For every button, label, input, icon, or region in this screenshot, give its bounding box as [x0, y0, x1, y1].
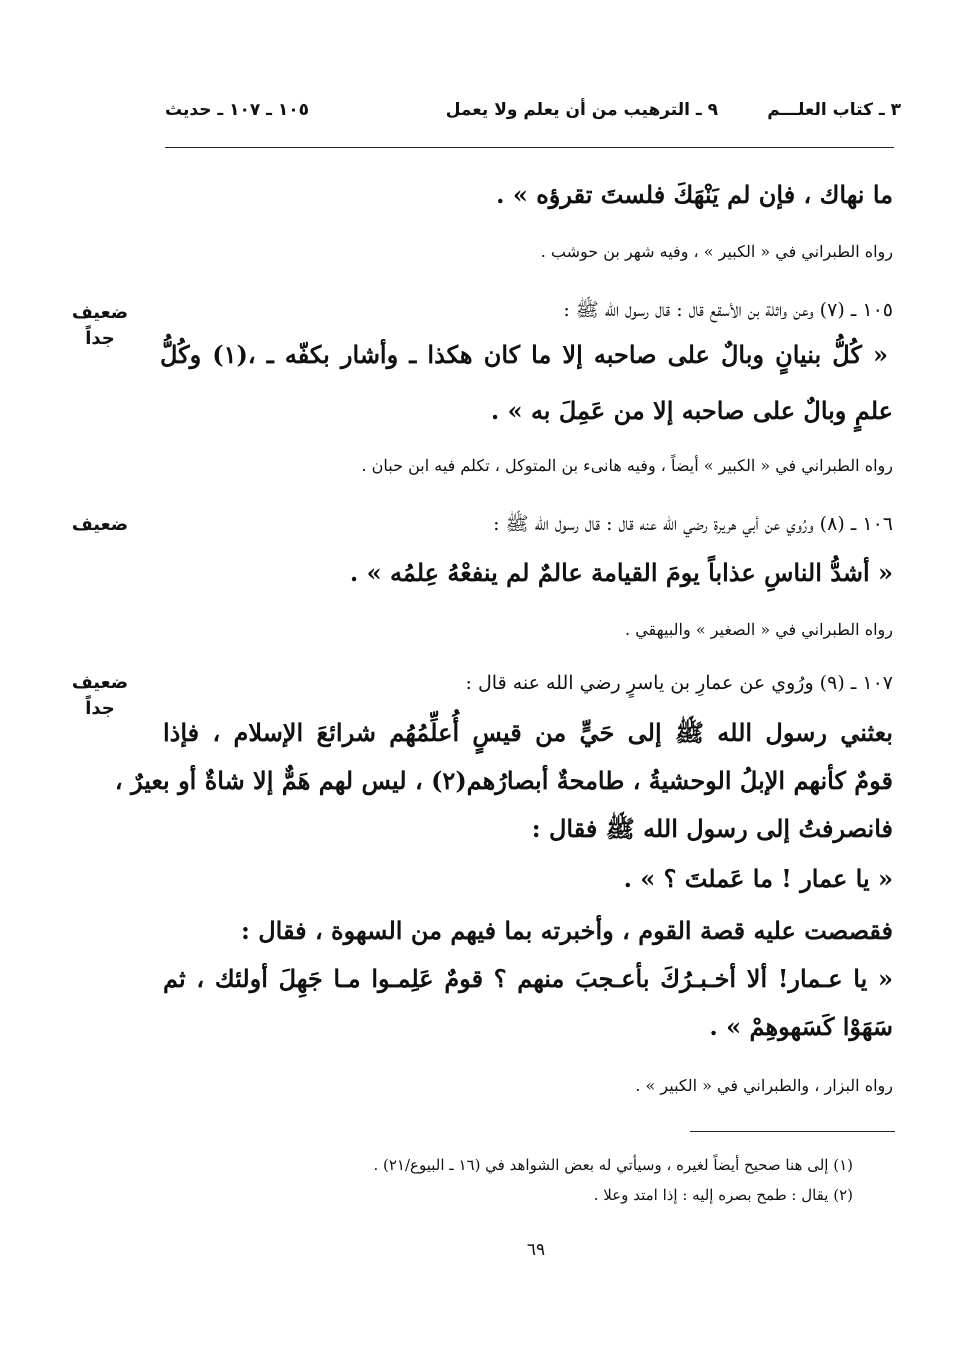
text-line: فانصرفتُ إلى رسول الله ﷺ فقال : — [531, 814, 893, 843]
hadith-105-heading: ١٠٥ ـ (٧) وعن واثلة بن الأسقع قال : قال رسول الله ﷺ : — [563, 299, 893, 321]
grade-note-107: ضعيف جداً — [71, 672, 129, 719]
header-divider — [165, 147, 894, 148]
text-line: « كُلُّ بنيانٍ وبالٌ على صاحبه إلا ما كان هكذا ـ وأشار بكفّه ـ ،(١) وكُلُّ — [160, 340, 889, 369]
hadith-107-heading: ١٠٧ ـ (٩) ورُوي عن عمارِ بن ياسرٍ رضي الله عنه قال : — [465, 672, 893, 694]
source-note: رواه الطبراني في « الكبير » ، وفيه شهر بن حوشب . — [540, 242, 893, 261]
footnote: (١) إلى هنا صحيح أيضاً لغيره ، وسيأتي له بعض الشواهد في (١٦ ـ البيوع/٢١) . — [373, 1156, 853, 1174]
header-chapter: ٣ ـ كتاب العلـــم — [767, 100, 901, 120]
source-note: رواه الطبراني في « الصغير » والبيهقي . — [625, 620, 893, 639]
header-section: ٩ ـ الترهيب من أن يعلم ولا يعمل — [445, 100, 718, 120]
hadith-106-heading: ١٠٦ ـ (٨) ورُوي عن أبي هريرة رضي الله عنه قال : قال رسول الله ﷺ : — [493, 513, 893, 535]
text-line: علمٍ وبالٌ على صاحبه إلا من عَمِلَ به » . — [490, 396, 893, 425]
header-hadith-range: ١٠٥ ـ ١٠٧ ـ حديث — [165, 100, 310, 120]
grade-note-106: ضعيف — [71, 514, 129, 535]
text-line: « أشدُّ الناسِ عذاباً يومَ القيامة عالمٌ لم ينفعْهُ عِلمُه » . — [349, 558, 893, 587]
text-line: ما نهاك ، فإن لم يَنْهَكَ فلستَ تقرؤه » . — [496, 180, 893, 209]
text-line: « يا عمار ! ما عَملتَ ؟ » . — [623, 864, 893, 893]
source-note: رواه البزار ، والطبراني في « الكبير » . — [635, 1076, 893, 1095]
text-line: بعثني رسول الله ﷺ إلى حَيٍّ من قيسٍ أُعلِّمُهُم شرائعَ الإسلام ، فإذا — [163, 718, 893, 747]
text-line: قومٌ كأنهم الإبلُ الوحشيةُ ، طامحةٌ أبصارُهم(٢) ، ليس لهم هَمٌّ إلا شاةٌ أو بعيرٌ ، — [114, 766, 893, 795]
source-note: رواه الطبراني في « الكبير » أيضاً ، وفيه هانىء بن المتوكل ، تكلم فيه ابن حبان . — [361, 456, 893, 475]
footnote-divider — [690, 1131, 895, 1132]
footnote: (٢) يقال : طمح بصره إليه : إذا امتد وعلا . — [593, 1186, 853, 1204]
grade-note-105: ضعيف جداً — [71, 302, 129, 349]
text-line: فقصصت عليه قصة القوم ، وأخبرته بما فيهم من السهوة ، فقال : — [241, 916, 893, 945]
page-number: ٦٩ — [526, 1240, 546, 1260]
text-line: سَهَوْا كَسَهوهِمْ » . — [709, 1012, 893, 1041]
text-line: « يا عـمار! ألا أخـبـرُكَ بأعـجبَ منهم ؟ قومٌ عَلِمـوا مـا جَهِلَ أولئك ، ثم — [163, 964, 893, 993]
